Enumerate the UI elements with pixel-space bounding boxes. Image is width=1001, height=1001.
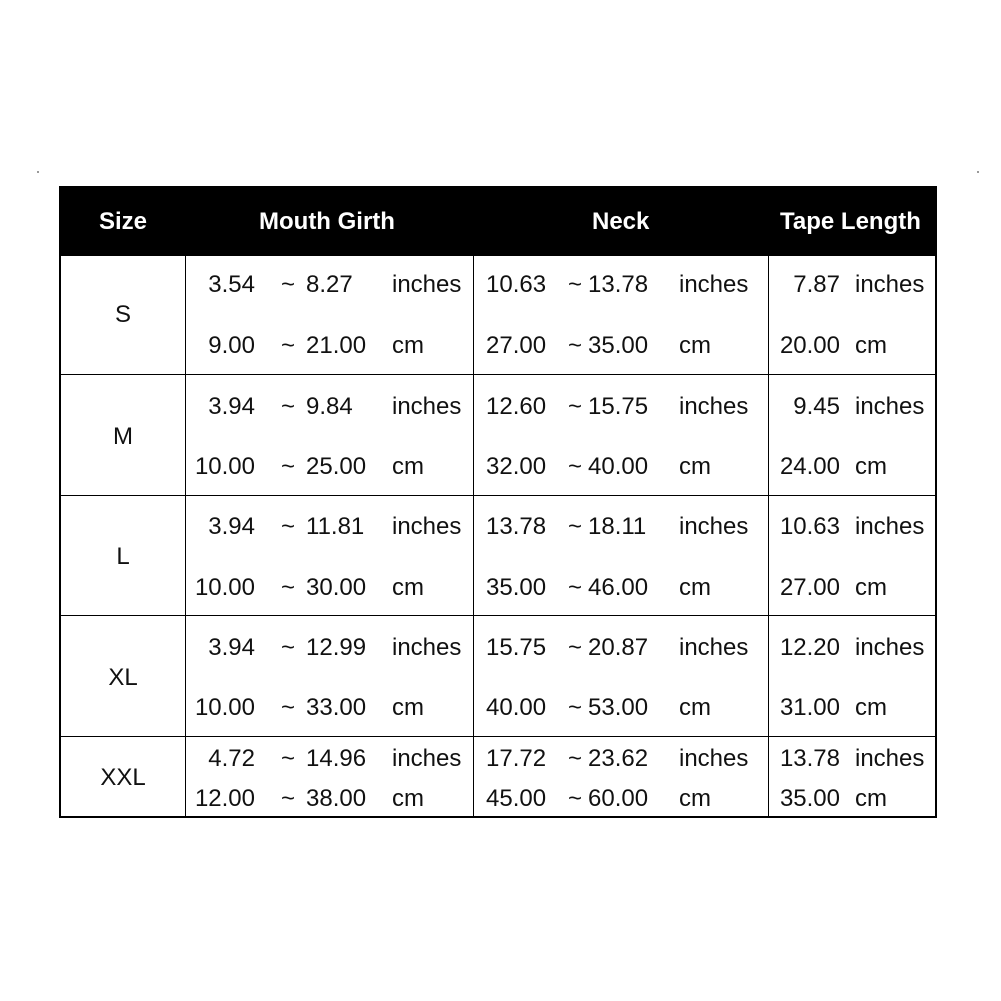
size-label: XL [108, 664, 138, 691]
table-row-s [61, 253, 935, 374]
table-row-l [61, 495, 935, 615]
unit-inches: inches [679, 745, 749, 772]
column-divider [768, 253, 769, 374]
column-divider [768, 737, 769, 816]
neck-min-inches: 17.72 [486, 745, 547, 772]
neck-min-cm: 35.00 [486, 574, 547, 601]
mouth-girth-min-inches: 3.94 [208, 513, 255, 540]
range-separator: ~ [281, 513, 296, 540]
unit-cm: cm [392, 785, 424, 812]
unit-cm: cm [855, 574, 887, 601]
neck-min-cm: 32.00 [486, 453, 547, 480]
size-label: L [116, 543, 130, 570]
neck-max-cm: 60.00 [588, 785, 649, 812]
mouth-girth-max-inches: 12.99 [306, 634, 367, 661]
mouth-girth-min-inches: 4.72 [208, 745, 255, 772]
unit-inches: inches [855, 634, 925, 661]
range-separator: ~ [568, 694, 583, 721]
mouth-girth-min-cm: 10.00 [194, 453, 255, 480]
table-row-m [61, 374, 935, 495]
neck-min-inches: 15.75 [486, 634, 547, 661]
mouth-girth-max-inches: 14.96 [306, 745, 367, 772]
neck-max-inches: 15.75 [588, 393, 649, 420]
neck-max-cm: 40.00 [588, 453, 649, 480]
table-header [61, 188, 935, 256]
neck-min-inches: 12.60 [486, 393, 547, 420]
range-separator: ~ [568, 393, 583, 420]
column-divider [185, 253, 186, 374]
mouth-girth-min-cm: 10.00 [194, 574, 255, 601]
mouth-girth-min-cm: 9.00 [208, 332, 255, 359]
neck-max-inches: 23.62 [588, 745, 649, 772]
range-separator: ~ [568, 745, 583, 772]
neck-min-cm: 45.00 [486, 785, 547, 812]
neck-min-cm: 27.00 [486, 332, 547, 359]
neck-min-cm: 40.00 [486, 694, 547, 721]
tape-length-inches: 7.87 [793, 271, 840, 298]
unit-cm: cm [679, 453, 711, 480]
unit-cm: cm [855, 785, 887, 812]
size-label: XXL [100, 764, 146, 791]
mouth-girth-max-cm: 33.00 [306, 694, 367, 721]
range-separator: ~ [281, 453, 296, 480]
unit-inches: inches [679, 271, 749, 298]
range-separator: ~ [568, 453, 583, 480]
range-separator: ~ [281, 785, 296, 812]
tape-length-cm: 24.00 [779, 453, 840, 480]
range-separator: ~ [281, 745, 296, 772]
column-divider [768, 375, 769, 495]
table-row-xxl [61, 736, 935, 816]
mouth-girth-max-cm: 38.00 [306, 785, 367, 812]
range-separator: ~ [568, 574, 583, 601]
range-separator: ~ [281, 694, 296, 721]
unit-inches: inches [855, 745, 925, 772]
column-divider [473, 737, 474, 816]
mouth-girth-max-inches: 11.81 [306, 513, 365, 540]
column-divider [473, 616, 474, 736]
unit-inches: inches [392, 271, 462, 298]
neck-max-cm: 53.00 [588, 694, 649, 721]
unit-inches: inches [679, 393, 749, 420]
column-divider [185, 375, 186, 495]
neck-max-inches: 13.78 [588, 271, 649, 298]
unit-inches: inches [392, 393, 462, 420]
mouth-girth-max-cm: 21.00 [306, 332, 367, 359]
mouth-girth-max-inches: 8.27 [306, 271, 353, 298]
tape-length-inches: 10.63 [779, 513, 840, 540]
header-tape-length: Tape Length [780, 208, 921, 235]
unit-inches: inches [855, 393, 925, 420]
header-size: Size [99, 208, 148, 235]
column-divider [768, 616, 769, 736]
neck-max-inches: 20.87 [588, 634, 649, 661]
range-separator: ~ [568, 785, 583, 812]
mouth-girth-min-inches: 3.54 [208, 271, 255, 298]
unit-cm: cm [679, 785, 711, 812]
header-neck: Neck [592, 208, 650, 235]
unit-cm: cm [392, 574, 424, 601]
header-mouth-girth: Mouth Girth [259, 208, 395, 235]
column-divider [473, 496, 474, 615]
unit-inches: inches [679, 513, 749, 540]
unit-inches: inches [392, 513, 462, 540]
column-divider [473, 253, 474, 374]
unit-cm: cm [679, 574, 711, 601]
neck-max-inches: 18.11 [588, 513, 647, 540]
tape-length-cm: 20.00 [779, 332, 840, 359]
tape-length-inches: 9.45 [793, 393, 840, 420]
tape-length-inches: 12.20 [779, 634, 840, 661]
mouth-girth-max-inches: 9.84 [306, 393, 353, 420]
column-divider [185, 496, 186, 615]
unit-cm: cm [855, 694, 887, 721]
unit-inches: inches [392, 634, 462, 661]
unit-cm: cm [392, 453, 424, 480]
mouth-girth-max-cm: 30.00 [306, 574, 367, 601]
unit-inches: inches [855, 513, 925, 540]
mouth-girth-min-cm: 12.00 [194, 785, 255, 812]
neck-max-cm: 46.00 [588, 574, 649, 601]
range-separator: ~ [281, 393, 296, 420]
range-separator: ~ [281, 332, 296, 359]
unit-cm: cm [679, 332, 711, 359]
size-label: M [113, 423, 133, 450]
tape-length-cm: 31.00 [779, 694, 840, 721]
mouth-girth-min-cm: 10.00 [194, 694, 255, 721]
unit-inches: inches [679, 634, 749, 661]
range-separator: ~ [281, 634, 296, 661]
neck-min-inches: 13.78 [486, 513, 547, 540]
unit-cm: cm [855, 332, 887, 359]
range-separator: ~ [568, 513, 583, 540]
column-divider [185, 616, 186, 736]
tape-length-cm: 27.00 [779, 574, 840, 601]
range-separator: ~ [281, 574, 296, 601]
range-separator: ~ [568, 271, 583, 298]
unit-cm: cm [679, 694, 711, 721]
tape-length-inches: 13.78 [779, 745, 840, 772]
unit-cm: cm [392, 694, 424, 721]
table-row-xl [61, 615, 935, 736]
column-divider [473, 375, 474, 495]
neck-min-inches: 10.63 [486, 271, 547, 298]
mouth-girth-max-cm: 25.00 [306, 453, 367, 480]
size-chart-table [59, 186, 937, 818]
range-separator: ~ [568, 332, 583, 359]
unit-inches: inches [855, 271, 925, 298]
column-divider [768, 496, 769, 615]
unit-cm: cm [855, 453, 887, 480]
column-divider [185, 737, 186, 816]
mouth-girth-min-inches: 3.94 [208, 634, 255, 661]
mouth-girth-min-inches: 3.94 [208, 393, 255, 420]
corner-dot-right [977, 171, 979, 173]
neck-max-cm: 35.00 [588, 332, 649, 359]
corner-dot-left [37, 171, 39, 173]
unit-cm: cm [392, 332, 424, 359]
size-label: S [114, 301, 131, 328]
range-separator: ~ [568, 634, 583, 661]
unit-inches: inches [392, 745, 462, 772]
range-separator: ~ [281, 271, 296, 298]
tape-length-cm: 35.00 [779, 785, 840, 812]
